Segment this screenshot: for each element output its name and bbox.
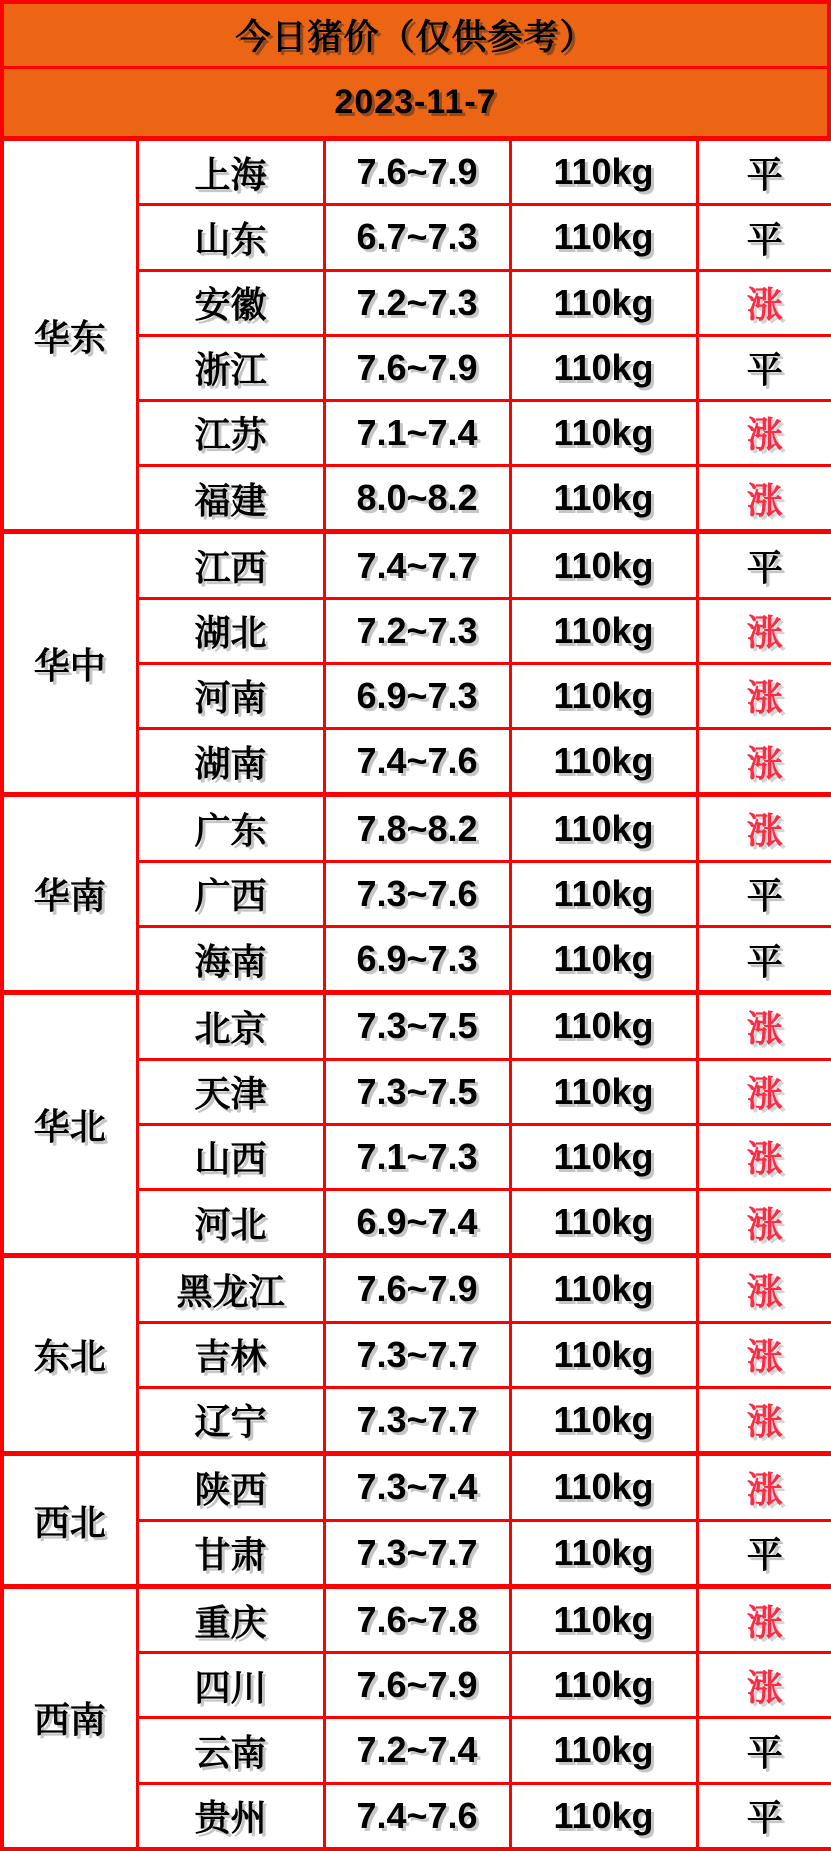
weight-cell: 110kg — [510, 1189, 697, 1255]
status-cell: 平 — [697, 926, 831, 992]
status-cell: 涨 — [697, 1124, 831, 1189]
region-cell: 西北 — [2, 1454, 137, 1587]
province-cell: 山东 — [137, 205, 324, 270]
date-bar — [0, 69, 831, 136]
weight-cell: 110kg — [510, 795, 697, 861]
weight-cell: 110kg — [510, 1783, 697, 1849]
weight-cell: 110kg — [510, 1124, 697, 1189]
weight-cell: 110kg — [510, 861, 697, 926]
province-cell: 广东 — [137, 795, 324, 861]
weight-cell: 110kg — [510, 1653, 697, 1718]
price-range-cell: 7.3~7.5 — [324, 993, 510, 1059]
weight-cell: 110kg — [510, 335, 697, 400]
weight-cell: 110kg — [510, 205, 697, 270]
price-range-cell: 7.3~7.4 — [324, 1454, 510, 1520]
price-range-cell: 7.4~7.7 — [324, 532, 510, 598]
province-cell: 浙江 — [137, 335, 324, 400]
price-table-body — [2, 139, 831, 1850]
province-cell: 辽宁 — [137, 1387, 324, 1453]
price-table — [0, 136, 831, 1851]
price-range-cell: 7.4~7.6 — [324, 729, 510, 795]
status-cell: 平 — [697, 1520, 831, 1586]
table-row — [2, 532, 831, 598]
region-cell: 西南 — [2, 1586, 137, 1849]
price-range-cell: 7.1~7.4 — [324, 400, 510, 465]
status-cell: 涨 — [697, 1256, 831, 1322]
price-range-cell: 7.6~7.9 — [324, 1256, 510, 1322]
status-cell: 涨 — [697, 465, 831, 531]
province-cell: 上海 — [137, 139, 324, 205]
price-range-cell: 7.6~7.9 — [324, 1653, 510, 1718]
status-cell: 涨 — [697, 400, 831, 465]
weight-cell: 110kg — [510, 729, 697, 795]
table-row — [2, 1586, 831, 1652]
province-cell: 天津 — [137, 1059, 324, 1124]
status-cell: 涨 — [697, 1322, 831, 1387]
price-range-cell: 7.8~8.2 — [324, 795, 510, 861]
report-date: 2023-11-7 — [334, 83, 497, 121]
status-cell: 涨 — [697, 1454, 831, 1520]
status-cell: 平 — [697, 335, 831, 400]
weight-cell: 110kg — [510, 663, 697, 728]
province-cell: 海南 — [137, 926, 324, 992]
status-cell: 涨 — [697, 729, 831, 795]
weight-cell: 110kg — [510, 1322, 697, 1387]
weight-cell: 110kg — [510, 1454, 697, 1520]
price-range-cell: 7.6~7.9 — [324, 139, 510, 205]
weight-cell: 110kg — [510, 270, 697, 335]
price-range-cell: 8.0~8.2 — [324, 465, 510, 531]
status-cell: 平 — [697, 205, 831, 270]
province-cell: 湖南 — [137, 729, 324, 795]
weight-cell: 110kg — [510, 598, 697, 663]
price-range-cell: 7.2~7.4 — [324, 1718, 510, 1783]
status-cell: 涨 — [697, 1059, 831, 1124]
status-cell: 涨 — [697, 1189, 831, 1255]
table-row — [2, 139, 831, 205]
province-cell: 贵州 — [137, 1783, 324, 1849]
province-cell: 江苏 — [137, 400, 324, 465]
province-cell: 山西 — [137, 1124, 324, 1189]
table-row — [2, 1256, 831, 1322]
region-cell: 华中 — [2, 532, 137, 795]
status-cell: 涨 — [697, 795, 831, 861]
price-range-cell: 6.9~7.3 — [324, 663, 510, 728]
status-cell: 涨 — [697, 663, 831, 728]
status-cell: 平 — [697, 1783, 831, 1849]
region-cell: 华南 — [2, 795, 137, 993]
status-cell: 涨 — [697, 598, 831, 663]
price-range-cell: 6.7~7.3 — [324, 205, 510, 270]
price-range-cell: 7.4~7.6 — [324, 1783, 510, 1849]
price-range-cell: 7.3~7.7 — [324, 1387, 510, 1453]
weight-cell: 110kg — [510, 926, 697, 992]
status-cell: 平 — [697, 861, 831, 926]
status-cell: 平 — [697, 139, 831, 205]
status-cell: 平 — [697, 1718, 831, 1783]
price-range-cell: 6.9~7.3 — [324, 926, 510, 992]
price-range-cell: 7.3~7.5 — [324, 1059, 510, 1124]
weight-cell: 110kg — [510, 993, 697, 1059]
table-row — [2, 1454, 831, 1520]
weight-cell: 110kg — [510, 465, 697, 531]
province-cell: 甘肃 — [137, 1520, 324, 1586]
price-range-cell: 7.3~7.6 — [324, 861, 510, 926]
province-cell: 福建 — [137, 465, 324, 531]
province-cell: 四川 — [137, 1653, 324, 1718]
title-bar — [0, 0, 831, 69]
province-cell: 安徽 — [137, 270, 324, 335]
province-cell: 重庆 — [137, 1586, 324, 1652]
weight-cell: 110kg — [510, 1718, 697, 1783]
weight-cell: 110kg — [510, 1586, 697, 1652]
province-cell: 云南 — [137, 1718, 324, 1783]
weight-cell: 110kg — [510, 1059, 697, 1124]
weight-cell: 110kg — [510, 400, 697, 465]
status-cell: 平 — [697, 532, 831, 598]
price-range-cell: 7.6~7.9 — [324, 335, 510, 400]
price-range-cell: 6.9~7.4 — [324, 1189, 510, 1255]
region-cell: 华东 — [2, 139, 137, 532]
province-cell: 北京 — [137, 993, 324, 1059]
price-range-cell: 7.2~7.3 — [324, 598, 510, 663]
province-cell: 江西 — [137, 532, 324, 598]
page-title: 今日猪价（仅供参考） — [235, 18, 596, 57]
status-cell: 涨 — [697, 993, 831, 1059]
price-range-cell: 7.2~7.3 — [324, 270, 510, 335]
weight-cell: 110kg — [510, 139, 697, 205]
table-row — [2, 795, 831, 861]
price-range-cell: 7.1~7.3 — [324, 1124, 510, 1189]
province-cell: 黑龙江 — [137, 1256, 324, 1322]
weight-cell: 110kg — [510, 1256, 697, 1322]
province-cell: 吉林 — [137, 1322, 324, 1387]
province-cell: 广西 — [137, 861, 324, 926]
price-range-cell: 7.3~7.7 — [324, 1520, 510, 1586]
province-cell: 河北 — [137, 1189, 324, 1255]
province-cell: 河南 — [137, 663, 324, 728]
price-range-cell: 7.6~7.8 — [324, 1586, 510, 1652]
weight-cell: 110kg — [510, 1520, 697, 1586]
price-range-cell: 7.3~7.7 — [324, 1322, 510, 1387]
weight-cell: 110kg — [510, 1387, 697, 1453]
province-cell: 陕西 — [137, 1454, 324, 1520]
status-cell: 涨 — [697, 1586, 831, 1652]
region-cell: 华北 — [2, 993, 137, 1256]
region-cell: 东北 — [2, 1256, 137, 1454]
province-cell: 湖北 — [137, 598, 324, 663]
status-cell: 涨 — [697, 1387, 831, 1453]
weight-cell: 110kg — [510, 532, 697, 598]
status-cell: 涨 — [697, 270, 831, 335]
table-row — [2, 993, 831, 1059]
status-cell: 涨 — [697, 1653, 831, 1718]
